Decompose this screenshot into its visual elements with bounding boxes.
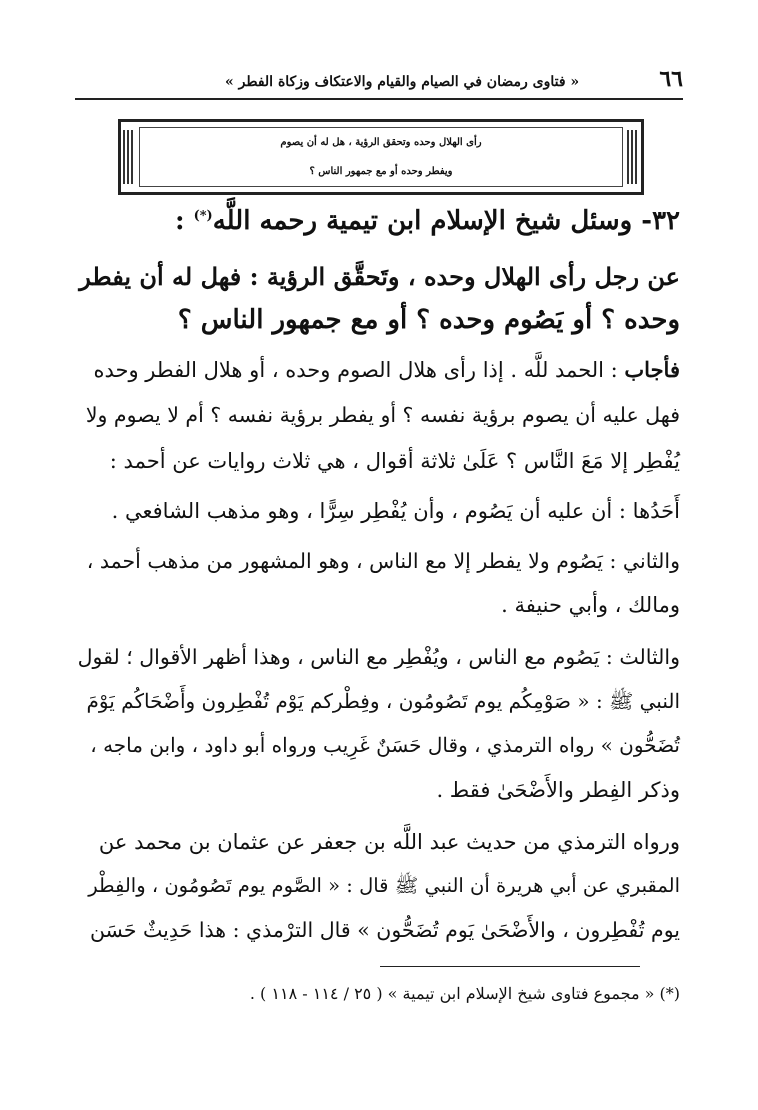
question-title-inner [139,127,623,187]
page-number: ٦٦ [659,66,683,92]
answer-line-4: أَحَدُها : أن عليه أن يَصُوم ، وأن يُفْطِر سِرًّا ، وهو مذهب الشافعي . [111,499,680,523]
book-title: « فتاوى رمضان في الصيام والقيام والاعتكاف وزكاة الفطر » [225,74,580,90]
footnote-marker: (*) [193,208,213,224]
running-header [75,64,683,100]
answer-line-6: ومالك ، وأبي حنيفة . [501,593,680,617]
fatwa-heading-tail: : [174,206,194,236]
question-line-1: عن رجل رأى الهلال وحده ، وتَحقَّق الرؤية : فهل له أن يفطر [79,262,680,291]
question-title-box [118,119,644,195]
answer-line-2: فهل عليه أن يصوم برؤية نفسه ؟ أو يفطر برؤية نفسه ؟ أم لا يصوم ولا [85,403,680,427]
answer-line-3: يُفْطِر إلا مَعَ النَّاس ؟ عَلَىٰ ثلاثة أقوال ، هي ثلاث روايات عن أحمد : [109,449,680,473]
answer-line-5: والثاني : يَصُوم ولا يفطر إلا مع الناس ، وهو المشهور من مذهب أحمد ، [86,549,680,573]
footnote-divider [380,966,640,967]
answer-line-10: وذكر الفِطر والأَضْحَىٰ فقط . [436,778,680,802]
decorative-hatch-left [123,130,135,184]
question-line-2: وحده ؟ أو يَصُوم وحده ؟ أو مع جمهور الناس ؟ [177,305,680,335]
fatwa-heading [175,206,680,236]
answer-line-8: النبي ﷺ : « صَوْمِكُم يوم تَصُومُون ، وفِطْركم يَوْم تُفْطِرون وأَضْحَاكُم يَوْمَ [86,689,680,713]
answer-line-1 [93,357,680,382]
answer-line-12: المقبري عن أبي هريرة أن النبي ﷺ قال : « الصَّوم يوم تَصُومُون ، والفِطْر [88,874,680,897]
answer-line-11: ورواه الترمذي من حديث عبد اللَّه بن جعفر عن عثمان بن محمد عن [98,830,680,854]
answer-line-13: يوم تُفْطِرون ، والأَضْحَىٰ يَوم تُضَحُّون » قال الترْمذي : هذا حَدِيثٌ حَسَن [89,918,680,942]
question-title-line-1: رأى الهلال وحده وتحقق الرؤية ، هل له أن يصوم [280,137,482,148]
answer-line-1-text: : الحمد للَّه . إذا رأى هلال الصوم وحده ، أو هلال الفطر وحده [93,358,625,382]
answer-lead: فأجاب [624,357,680,382]
answer-line-7: والثالث : يَصُوم مع الناس ، ويُفْطِر مع الناس ، وهذا أظهر الأقوال ؛ لقول [77,645,680,669]
question-title-line-2: ويفطر وحده أو مع جمهور الناس ؟ [309,166,453,177]
decorative-hatch-right [627,130,639,184]
answer-line-9: تُضَحُّون » رواه الترمذي ، وقال حَسَنٌ غَرِيب ورواه أبو داود ، وابن ماجه ، [90,733,680,757]
footnote: (*) « مجموع فتاوى شيخ الإسلام ابن تيمية » ( ٢٥ / ١١٤ - ١١٨ ) . [249,984,680,1003]
fatwa-heading-text: ٣٢- وسئل شيخ الإسلام ابن تيمية رحمه اللَّه [212,206,680,236]
